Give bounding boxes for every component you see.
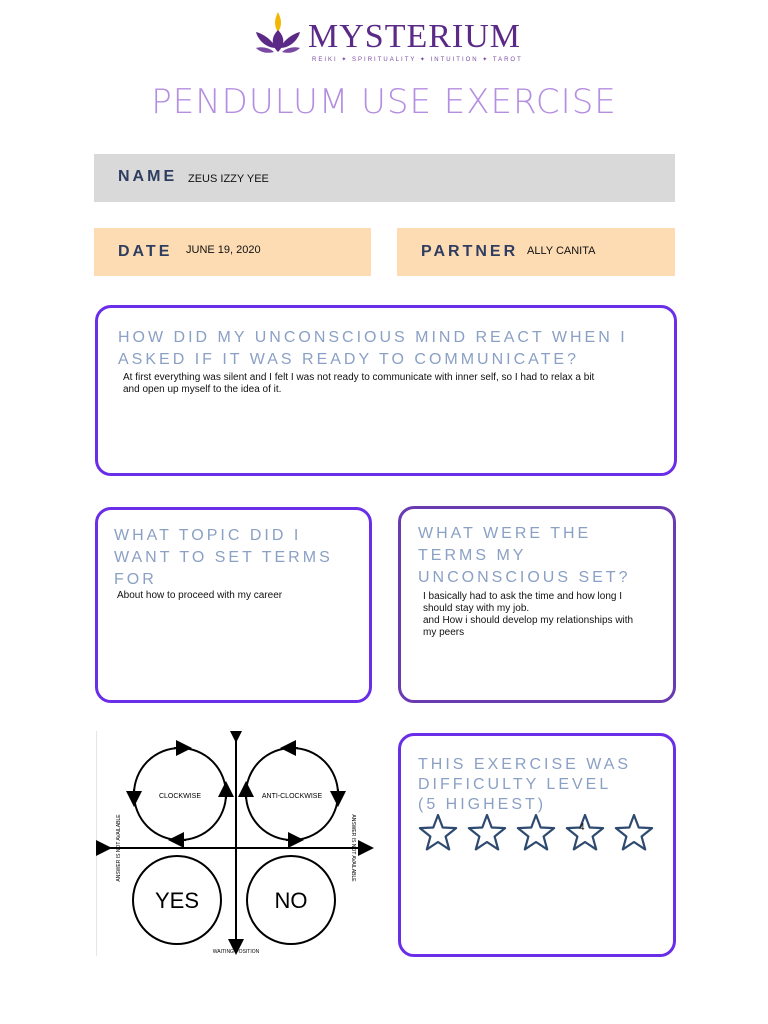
question-3-line-2: TERMS MY [418,547,527,564]
question-2-line-3: FOR [114,571,157,588]
star-icon[interactable] [467,814,507,854]
question-1-line-2: ASKED IF IT WAS READY TO COMMUNICATE? [118,351,579,368]
difficulty-line-3: (5 HIGHEST) [418,796,547,813]
brand-name: MYSTERIUM [308,18,522,55]
question-2-line-2: WANT TO SET TERMS [114,549,333,566]
rating-mark: 4 [579,822,585,833]
name-label: NAME [118,168,178,185]
pendulum-chart [96,731,374,956]
lotus-icon [252,8,304,60]
clockwise-label: CLOCKWISE [158,793,202,800]
date-value[interactable]: JUNE 19, 2020 [186,244,261,256]
right-axis-label: ANSWER IS NOT AVAILABLE [350,814,356,882]
answer-1-line-2[interactable]: and open up myself to the idea of it. [123,384,282,395]
difficulty-rating[interactable] [418,814,668,854]
brand-logo [252,8,532,68]
question-3-line-3: UNCONSCIOUS SET? [418,569,631,586]
partner-field [397,228,675,276]
question-box-topic [95,507,372,703]
question-1-line-1: HOW DID MY UNCONSCIOUS MIND REACT WHEN I [118,329,628,346]
answer-2[interactable]: About how to proceed with my career [117,590,283,601]
partner-value[interactable]: ALLY CANITA [527,245,596,257]
question-3-line-1: WHAT WERE THE [418,525,592,542]
difficulty-line-1: THIS EXERCISE WAS [418,756,632,773]
star-icon[interactable] [565,814,605,854]
question-box-terms [398,506,676,703]
partner-label: PARTNER [421,243,519,260]
page-title: PENDULUM USE EXERCISE [151,82,617,122]
date-label: DATE [118,243,173,260]
name-value[interactable]: ZEUS IZZY YEE [188,173,269,185]
answer-3-line-4[interactable]: my peers [423,627,465,638]
pendulum-diagram [96,731,374,956]
difficulty-line-2: DIFFICULTY LEVEL [418,776,612,793]
answer-3-line-2[interactable]: should stay with my job. [423,603,530,614]
answer-3-line-3[interactable]: and How i should develop my relationships with [423,615,634,626]
difficulty-box [398,733,676,957]
answer-1-line-1[interactable]: At first everything was silent and I felt I was not ready to communicate with inner self, so I had to relax a bit [123,372,595,383]
answer-3-line-1[interactable]: I basically had to ask the time and how long I [423,591,623,602]
date-field [94,228,371,276]
brand-tagline: REIKI ✦ SPIRITUALITY ✦ INTUITION ✦ TAROT [312,57,523,63]
no-label: NO [274,888,308,913]
left-axis-label: ANSWER IS NOT AVAILABLE [116,814,122,882]
anti-clockwise-label: ANTI-CLOCKWISE [261,793,323,800]
star-icon[interactable] [418,814,458,854]
question-2-line-1: WHAT TOPIC DID I [114,527,302,544]
question-box-unconscious-reaction [95,305,677,476]
star-icon[interactable] [516,814,556,854]
yes-label: YES [154,888,200,913]
bottom-axis-label: WAITING POSITION [212,949,260,955]
star-icon[interactable] [614,814,654,854]
name-field [94,154,675,202]
